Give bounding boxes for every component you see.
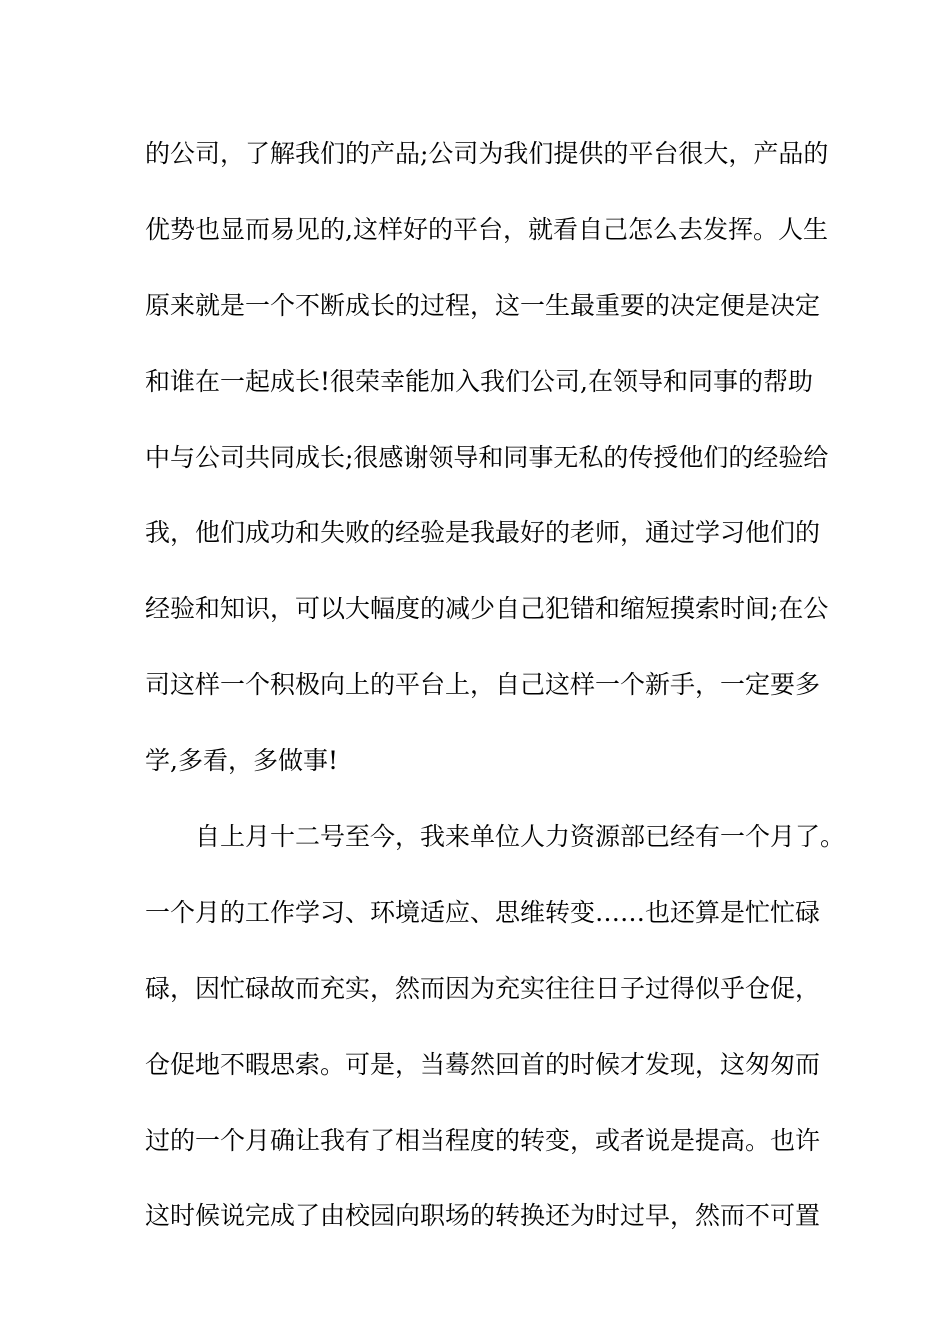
text-line: 经验和知识，可以大幅度的减少自己犯错和缩短摸索时间;在公 [145, 594, 829, 624]
text-line: 优势也显而易见的,这样好的平台，就看自己怎么去发挥。人生 [145, 214, 828, 244]
text-line: 司这样一个积极向上的平台上，自己这样一个新手，一定要多 [145, 670, 821, 700]
text-line: 仓促地不暇思索。可是，当蓦然回首的时候才发现，这匆匆而 [145, 1049, 821, 1079]
text-line: 这时候说完成了由校园向职场的转换还为时过早，然而不可置 [145, 1201, 821, 1231]
text-line: 学,多看，多做事! [145, 746, 338, 776]
text-line: 的公司，了解我们的产品;公司为我们提供的平台很大，产品的 [145, 139, 829, 168]
paragraph-start-line: 自上月十二号至今，我来单位人力资源部已经有一个月了。 [195, 822, 846, 852]
text-line: 过的一个月确让我有了相当程度的转变，或者说是提高。也许 [145, 1125, 821, 1155]
text-line: 和谁在一起成长!很荣幸能加入我们公司,在领导和同事的帮助 [145, 366, 813, 396]
text-line: 中与公司共同成长;很感谢领导和同事无私的传授他们的经验给 [145, 442, 829, 472]
text-line: 我，他们成功和失败的经验是我最好的老师，通过学习他们的 [145, 518, 821, 548]
text-line: 碌，因忙碌故而充实，然而因为充实往往日子过得似乎仓促， [145, 973, 821, 1003]
text-line: 原来就是一个不断成长的过程，这一生最重要的决定便是决定 [145, 290, 821, 320]
text-line: 一个月的工作学习、环境适应、思维转变……也还算是忙忙碌 [145, 897, 821, 927]
document-body [145, 131, 846, 1269]
